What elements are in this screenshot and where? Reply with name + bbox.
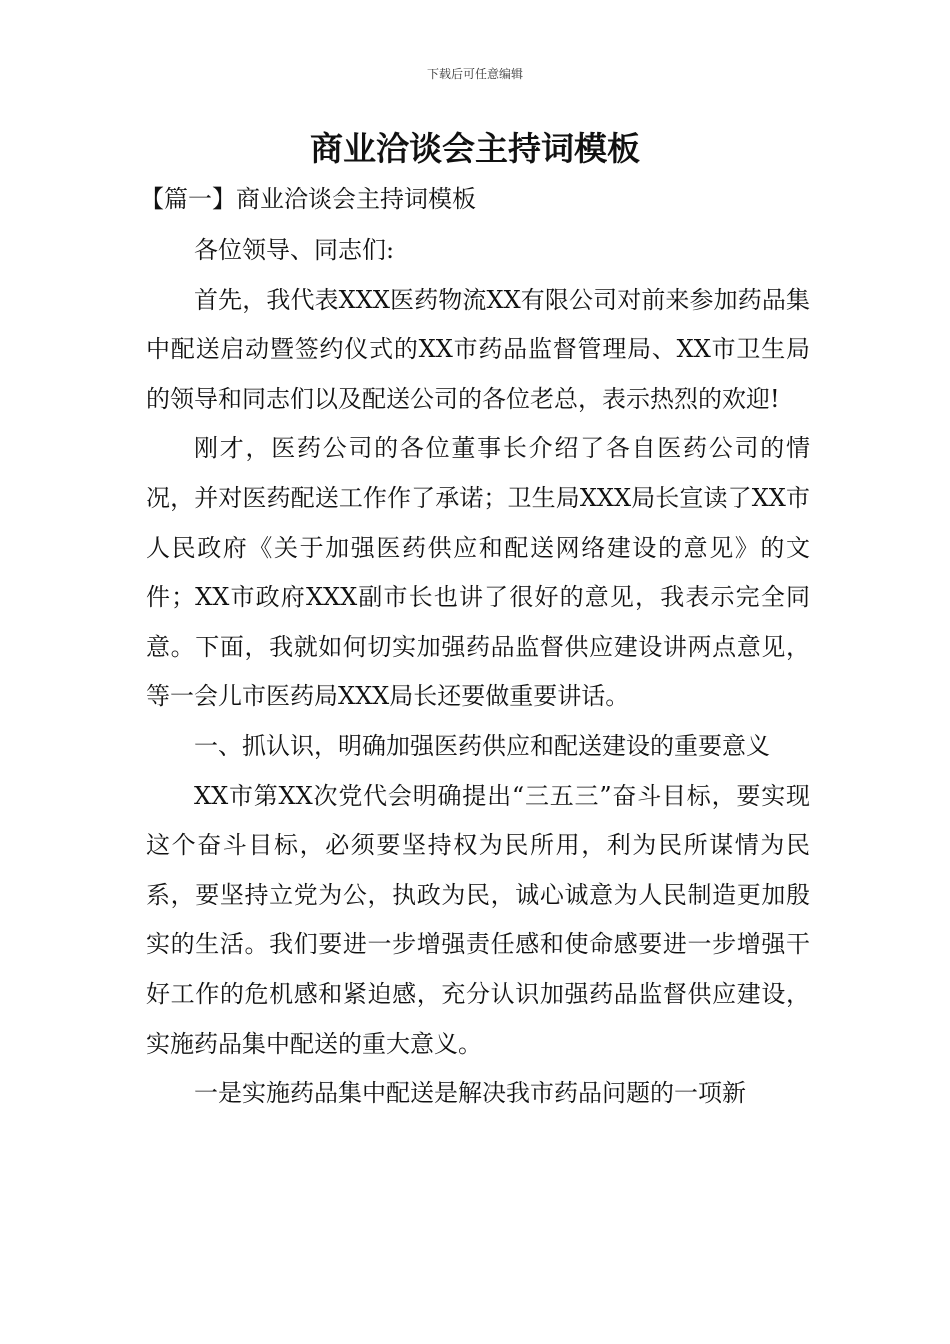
header-note: 下载后可任意编辑: [426, 67, 523, 81]
paragraph-welcome: 首先，我代表XXX医药物流XX有限公司对前来参加药品集中配送启动暨签约仪式的XX市药品监督管理局、XX市卫生局的领导和同志们以及配送公司的各位老总，表示热烈的欢迎!: [146, 285, 810, 413]
paragraph-greeting: 各位领导、同志们:: [194, 236, 395, 264]
document-title: 商业洽谈会主持词模板: [310, 129, 640, 168]
paragraph-goal: XX市第XX次党代会明确提出“三五三”奋斗目标，要实现这个奋斗目标，必须要坚持权为民所用，利为民所谋情为民系，要坚持立党为公，执政为民，诚心诚意为人民制造更加殷实的生活。我们要进一步增强责任感和使命感要进一步增强干好工作的危机感和紧迫感，充分认识加强药品监督供应建设，实施药品集中配送的重大意义。: [146, 781, 810, 1058]
section-heading: 【篇一】商业洽谈会主持词模板: [140, 185, 476, 213]
document-body: [146, 226, 810, 1119]
paragraph-point-one-heading: 一、抓认识，明确加强医药供应和配送建设的重要意义: [194, 731, 770, 760]
paragraph-sub-point: 一是实施药品集中配送是解决我市药品问题的一项新: [194, 1079, 746, 1108]
paragraph-introduction: 刚才，医药公司的各位董事长介绍了各自医药公司的情况，并对医药配送工作作了承诺；卫生局XXX局长宣读了XX市人民政府《关于加强医药供应和配送网络建设的意见》的文件；XX市政府XXX副市长也讲了很好的意见，我表示完全同意。下面，我就如何切实加强药品监督供应建设讲两点意见，等一会儿市医药局XXX局长还要做重要讲话。: [146, 434, 810, 711]
